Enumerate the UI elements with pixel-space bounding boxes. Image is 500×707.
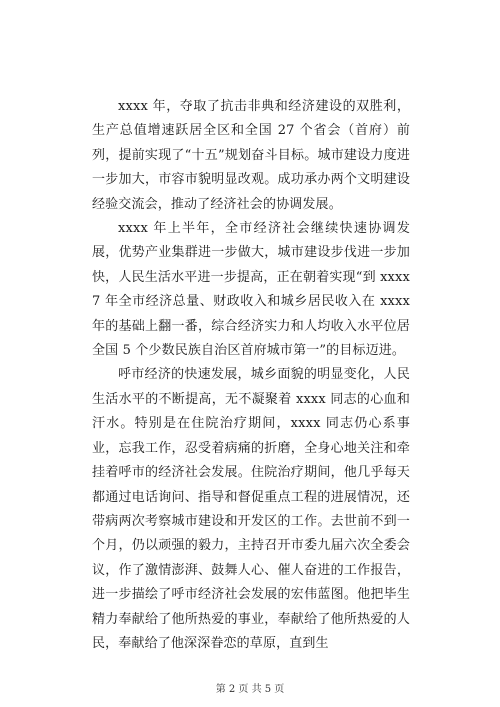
document-body (92, 95, 415, 656)
page-footer: 第 2 页 共 5 页 (215, 684, 285, 695)
paragraph-3: 呼市经济的快速发展，城乡面貌的明显变化，人民生活水平的不断提高，无不凝聚着 xxxx 同志的心血和汗水。特别是在住院治疗期间，xxxx 同志仍心系事业，忘我工作，忍受着病痛的折磨，全身心地关注和牵挂着呼市的经济社会发展。住院治疗期间，他几乎每天都通过电话询问、指导和督促重点工程的进展情况，还带病两次考察城市建设和开发区的工作。去世前不到一个月，仍以顽强的毅力，主持召开市委九届六次全委会议，作了激情澎湃、鼓舞人心、催人奋进的工作报告，进一步描绘了呼市经济社会发展的宏伟蓝图。他把毕生精力奉献给了他所热爱的事业，奉献给了他所热爱的人民，奉献给了他深深眷恋的草原，直到生 (92, 367, 410, 651)
paragraph-2: xxxx 年上半年，全市经济社会继续快速协调发展，优势产业集群进一步做大，城市建设步伐进一步加快，人民生活水平进一步提高，正在朝着实现“到 xxxx7 年全市经济总量、财政收入和城乡居民收入在 xxxx 年的基础上翻一番，综合经济实力和人均收入水平位居全国 5 个少数民族自治区首府城市第一”的目标迈进。 (92, 221, 415, 359)
paragraph-1: xxxx 年，夺取了抗击非典和经济建设的双胜利，生产总值增速跃居全区和全国 27 个省会（首府）前列，提前实现了“十五”规划奋斗目标。城市建设力度进一步加大，市容市貌明显改观。成功承办两个文明建设经验交流会，推动了经济社会的协调发展。 (92, 99, 410, 212)
